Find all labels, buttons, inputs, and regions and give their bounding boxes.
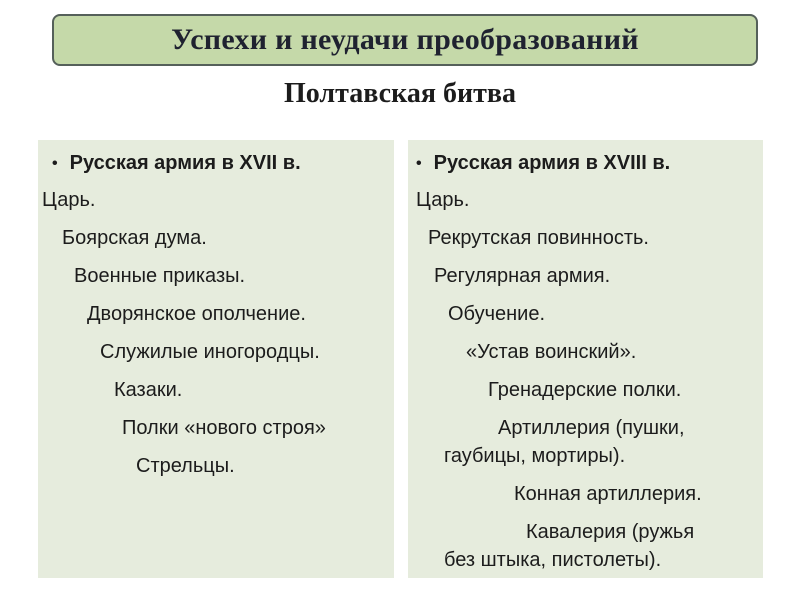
bullet-icon: • (416, 154, 422, 172)
right-panel (408, 140, 763, 578)
right-item: Рекрутская повинность. (428, 227, 649, 249)
left-item: Царь. (42, 189, 96, 211)
left-item: Военные приказы. (74, 265, 246, 287)
page-subtitle: Полтавская битва (284, 78, 516, 109)
right-item: без штыка, пистолеты). (444, 549, 662, 571)
title-banner (52, 14, 758, 66)
left-item: Казаки. (114, 379, 183, 401)
right-item: Обучение. (448, 303, 546, 325)
right-item: Кавалерия (ружья (526, 521, 695, 543)
right-item: Конная артиллерия. (514, 483, 702, 505)
left-heading: Русская армия в XVII в. (69, 152, 301, 174)
right-item: Царь. (416, 189, 470, 211)
left-item: Служилые иногородцы. (100, 341, 320, 363)
bullet-icon: • (52, 154, 58, 172)
left-item: Боярская дума. (62, 227, 207, 249)
right-heading-row (416, 152, 670, 175)
page-title: Успехи и неудачи преобразований (171, 23, 639, 56)
left-item: Дворянское ополчение. (87, 303, 306, 325)
left-item: Полки «нового строя» (122, 417, 326, 439)
left-panel (38, 140, 394, 578)
right-item: Гренадерские полки. (488, 379, 682, 401)
right-item: гаубицы, мортиры). (444, 445, 626, 467)
right-item: Артиллерия (пушки, (498, 417, 685, 439)
right-heading: Русская армия в XVIII в. (433, 152, 671, 174)
right-item: «Устав воинский». (466, 341, 637, 363)
right-item: Регулярная армия. (434, 265, 611, 287)
left-heading-row (52, 152, 301, 175)
left-item: Стрельцы. (136, 455, 235, 477)
